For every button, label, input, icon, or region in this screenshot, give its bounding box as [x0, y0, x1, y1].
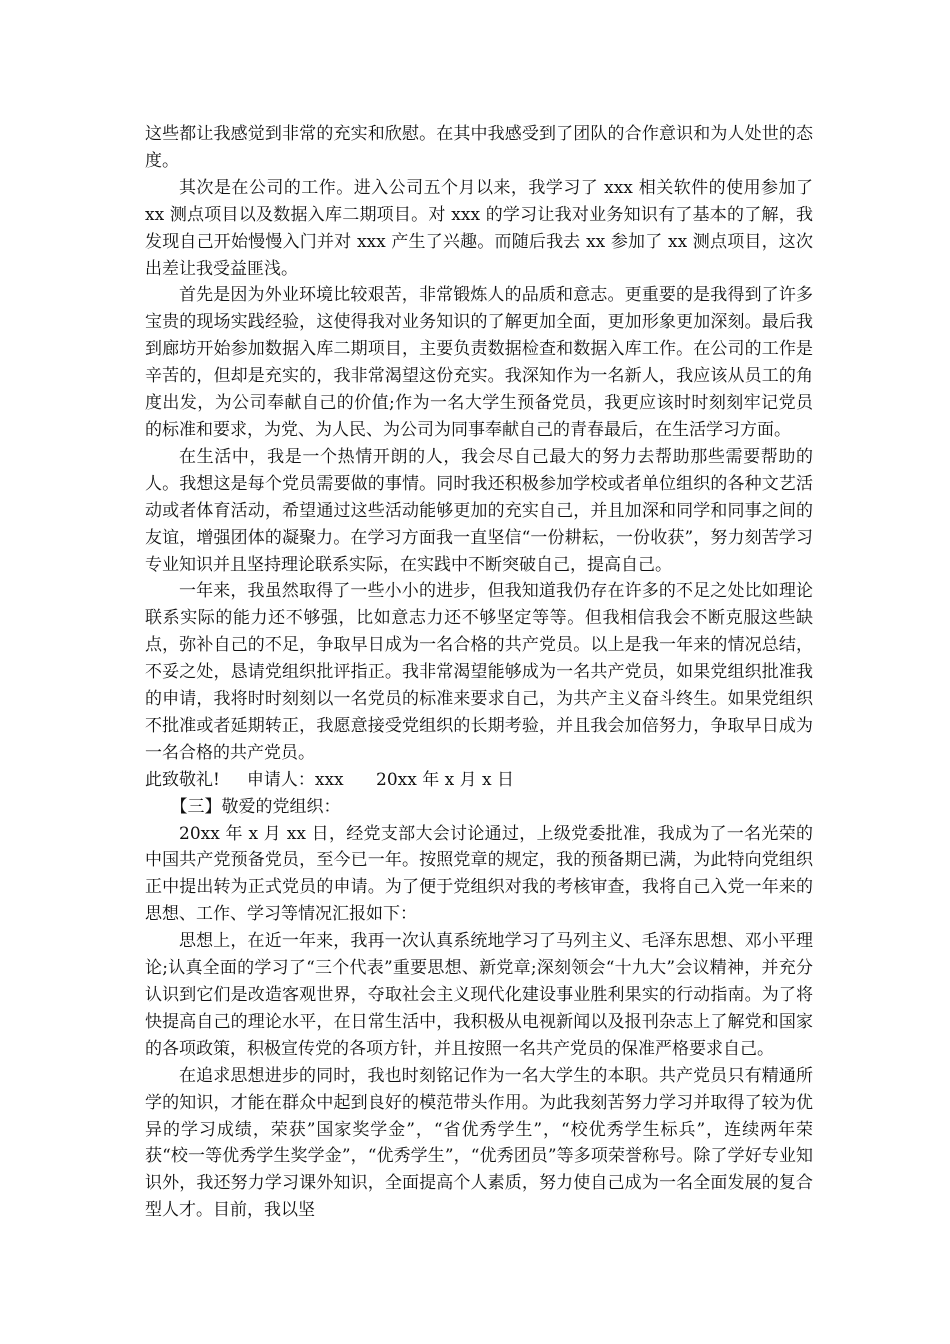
paragraph-7: 思想上，在近一年来，我再一次认真系统地学习了马列主义、毛泽东思想、邓小平理论;认真全面的学习了“三个代表”重要思想、新党章;深刻领会“十九大”会议精神，并充分认识到它们是改造客观世界，夺取社会主义现代化建设事业胜利果实的行动指南。为了将快提高自己的理论水平，在日常生活中，我积极从电视新闻以及报刊杂志上了解党和国家的各项政策，积极宣传党的各项方针，并且按照一名共产党员的保准严格要求自己。 [145, 931, 813, 1059]
section-heading: 【三】敬爱的党组织： [170, 796, 341, 817]
paragraph-4: 在生活中，我是一个热情开朗的人，我会尽自己最大的努力去帮助那些需要帮助的人。我想这是每个党员需要做的事情。同时我还积极参加学校或者单位组织的各种文艺活动或者体育活动，希望通过这些活动能够更加的充实自己，并且加深和同学和同事之间的友谊，增强团体的凝聚力。在学习方面我一直坚信“一份耕耘，一份收获”，努力刻苦学习专业知识并且坚持理论联系实际，在实践中不断突破自己，提高自己。 [145, 446, 813, 575]
paragraph-8: 在追求思想进步的同时，我也时刻铭记作为一名大学生的本职。共产党员只有精通所学的知识，才能在群众中起到良好的模范带头作用。为此我刻苦努力学习并取得了较为优异的学习成绩，荣获”国家奖学金”，“省优秀学生”，“校优秀学生标兵”，连续两年荣获“校一等优秀学生奖学金”，“优秀学生”，“优秀团员”等多项荣誉称号。除了学好专业知识外，我还努力学习课外知识，全面提高个人素质，努力使自己成为一名全面发展的复合型人才。目前，我以坚 [145, 1065, 813, 1221]
paragraph-3: 首先是因为外业环境比较艰苦，非常锻炼人的品质和意志。更重要的是我得到了许多宝贵的现场实践经验，这使得我对业务知识的了解更加全面，更加形象更加深刻。最后我到廊坊开始参加数据入库二期项目，主要负责数据检查和数据入库工作。在公司的工作是辛苦的，但却是充实的，我非常渴望这份充实。我深知作为一名新人，我应该从员工的角度出发，为公司奉献自己的价值;作为一名大学生预备党员，我更应该时时刻刻牢记党员的标准和要求，为党、为人民、为公司为同事奉献自己的青春最后，在生活学习方面。 [145, 285, 813, 440]
document-body [145, 121, 813, 1224]
paragraph-2: 其次是在公司的工作。进入公司五个月以来，我学习了 xxx 相关软件的使用参加了 xx 测点项目以及数据入库二期项目。对 xxx 的学习让我对业务知识有了基本的了解，我发现自己开始慢慢入门并对 xxx 产生了兴趣。而随后我去 xx 参加了 xx 测点项目，这次出差让我受益匪浅。 [145, 177, 813, 279]
paragraph-6: 20xx 年 x 月 xx 日，经党支部大会讨论通过，上级党委批准，我成为了一名光荣的中国共产党预备党员，至今已一年。按照党章的规定，我的预备期已满，为此特向党组织正中提出转为正式党员的申请。为了便于党组织对我的考核审查，我将自己入党一年来的思想、工作、学习等情况汇报如下： [145, 823, 813, 925]
paragraph-1: 这些都让我感觉到非常的充实和欣慰。在其中我感受到了团队的合作意识和为人处世的态度。 [145, 124, 813, 171]
signature-line: 此致敬礼! 申请人：xxx 20xx 年 x 月 x 日 [145, 769, 515, 790]
paragraph-5: 一年来，我虽然取得了一些小小的进步，但我知道我仍存在许多的不足之处比如理论联系实际的能力还不够强，比如意志力还不够坚定等等。但我相信我会不断克服这些缺点，弥补自己的不足，争取早日成为一名合格的共产党员。以上是我一年来的情况总结，不妥之处，恳请党组织批评指正。我非常渴望能够成为一名共产党员，如果党组织批准我的申请，我将时时刻刻以一名党员的标准来要求自己，为共产主义奋斗终生。如果党组织不批准或者延期转正，我愿意接受党组织的长期考验，并且我会加倍努力，争取早日成为一名合格的共产党员。 [145, 581, 813, 763]
